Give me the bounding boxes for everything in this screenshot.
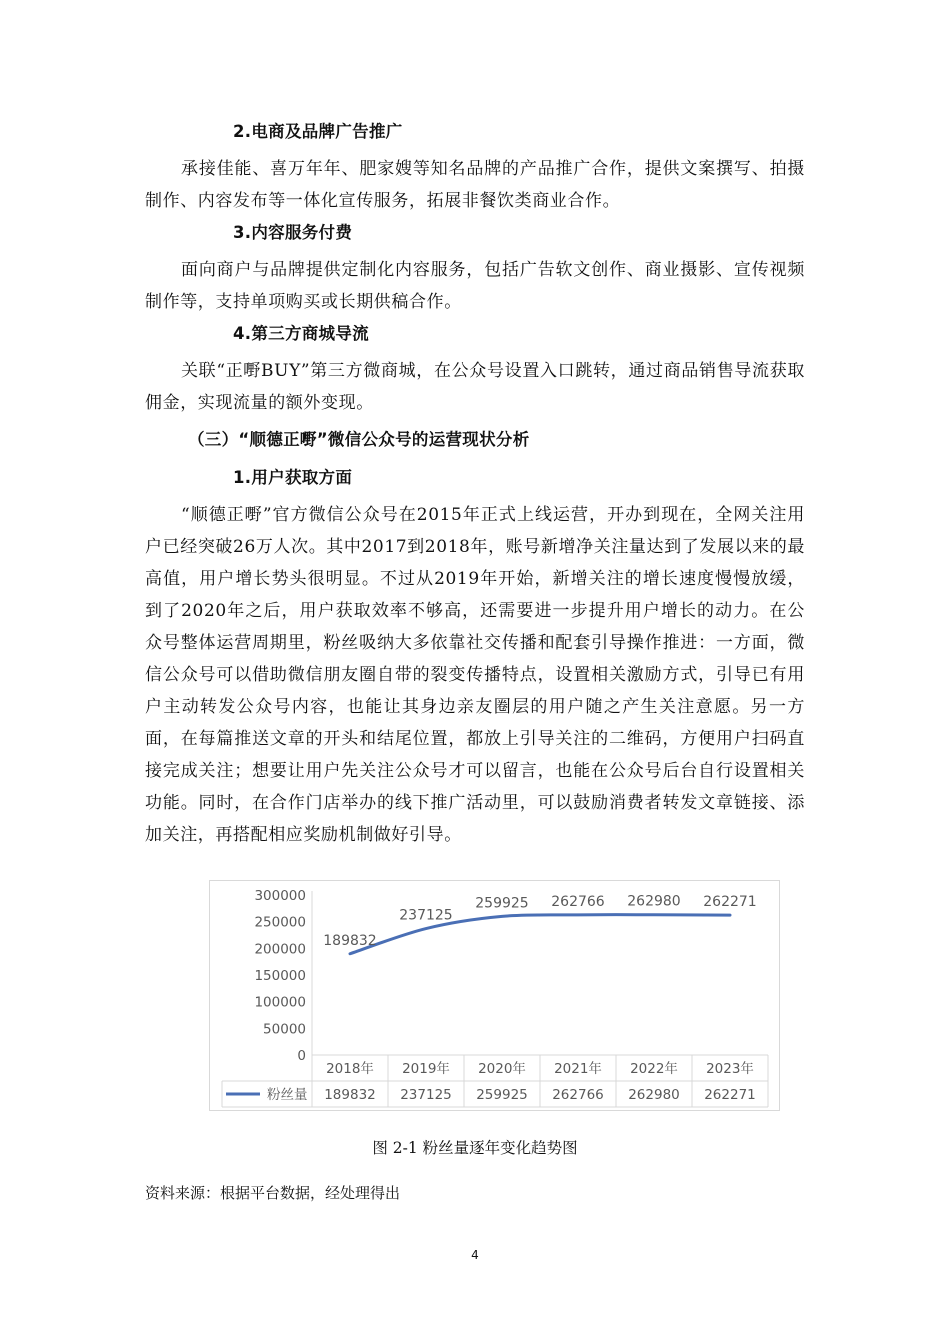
x-category-label: 2023年 bbox=[706, 1061, 754, 1077]
x-category-label: 2021年 bbox=[554, 1061, 602, 1077]
x-category-label: 2019年 bbox=[402, 1061, 450, 1077]
table-value-cell: 262271 bbox=[704, 1087, 756, 1103]
table-value-cell: 262766 bbox=[552, 1087, 604, 1103]
y-tick-label: 0 bbox=[297, 1048, 306, 1064]
table-value-cell: 237125 bbox=[400, 1087, 452, 1103]
y-tick-label: 200000 bbox=[254, 941, 306, 958]
data-label: 262980 bbox=[627, 893, 681, 910]
data-label: 259925 bbox=[475, 895, 529, 912]
data-label: 262766 bbox=[551, 893, 605, 910]
y-tick-label: 300000 bbox=[254, 888, 306, 904]
y-tick-label: 100000 bbox=[254, 994, 306, 1011]
fans-chart bbox=[209, 880, 780, 1111]
paragraph-ecommerce-ads: 承接佳能、喜万年年、肥家嫂等知名品牌的产品推广合作，提供文案撰写、拍摄制作、内容发布等一体化宣传服务，拓展非餐饮类商业合作。 bbox=[145, 159, 805, 211]
data-label: 189832 bbox=[323, 932, 377, 949]
table-value-cell: 189832 bbox=[324, 1087, 376, 1103]
x-category-label: 2020年 bbox=[478, 1061, 526, 1077]
table-value-cell: 262980 bbox=[628, 1087, 680, 1103]
fans-line-chart bbox=[210, 881, 779, 1110]
page-number: 4 bbox=[471, 1248, 479, 1262]
data-source-note: 资料来源：根据平台数据，经处理得出 bbox=[145, 1184, 401, 1202]
heading-user-acquisition: 1.用户获取方面 bbox=[233, 468, 353, 487]
heading-content-service: 3.内容服务付费 bbox=[233, 223, 353, 242]
data-label: 237125 bbox=[399, 907, 453, 924]
figure-caption: 图 2-1 粉丝量逐年变化趋势图 bbox=[372, 1139, 578, 1157]
paragraph-user-acquisition: “顺德正嘢”官方微信公众号在2015年正式上线运营，开办到现在，全网关注用户已经突破26万人次。其中2017到2018年，账号新增净关注量达到了发展以来的最高值，用户增长势头很明显。不过从2019年开始，新增关注的增长速度慢慢放缓，到了2020年之后，用户获取效率不够高，还需要进一步提升用户增长的动力。在公众号整体运营周期里，粉丝吸纳大多依靠社交传播和配套引导操作推进：一方面，微信公众号可以借助微信朋友圈自带的裂变传播特点，设置相关激励方式，引导已有用户主动转发公众号内容，也能让其身边亲友圈层的用户随之产生关注意愿。另一方面，在每篇推送文章的开头和结尾位置，都放上引导关注的二维码，方便用户扫码直接完成关注；想要让用户先关注公众号才可以留言，也能在公众号后台自行设置相关功能。同时，在合作门店举办的线下推广活动里，可以鼓励消费者转发文章链接、添加关注，再搭配相应奖励机制做好引导。 bbox=[145, 505, 805, 845]
x-category-label: 2022年 bbox=[630, 1061, 678, 1077]
heading-third-party-mall: 4.第三方商城导流 bbox=[233, 324, 369, 343]
paragraph-third-party-mall: 关联“正嘢BUY”第三方微商城，在公众号设置入口跳转，通过商品销售导流获取佣金，实现流量的额外变现。 bbox=[145, 361, 805, 413]
y-tick-label: 250000 bbox=[254, 914, 306, 931]
section-heading-operations: （三）“顺德正嘢”微信公众号的运营现状分析 bbox=[188, 430, 530, 449]
x-category-label: 2018年 bbox=[326, 1061, 374, 1077]
heading-ecommerce-ads: 2.电商及品牌广告推广 bbox=[233, 122, 403, 141]
data-label: 262271 bbox=[703, 894, 757, 911]
y-tick-label: 150000 bbox=[254, 968, 306, 984]
y-tick-label: 50000 bbox=[263, 1021, 306, 1038]
legend-label-fans: 粉丝量 bbox=[267, 1087, 308, 1103]
paragraph-content-service: 面向商户与品牌提供定制化内容服务，包括广告软文创作、商业摄影、宣传视频制作等，支持单项购买或长期供稿合作。 bbox=[145, 260, 805, 312]
table-value-cell: 259925 bbox=[476, 1087, 528, 1103]
